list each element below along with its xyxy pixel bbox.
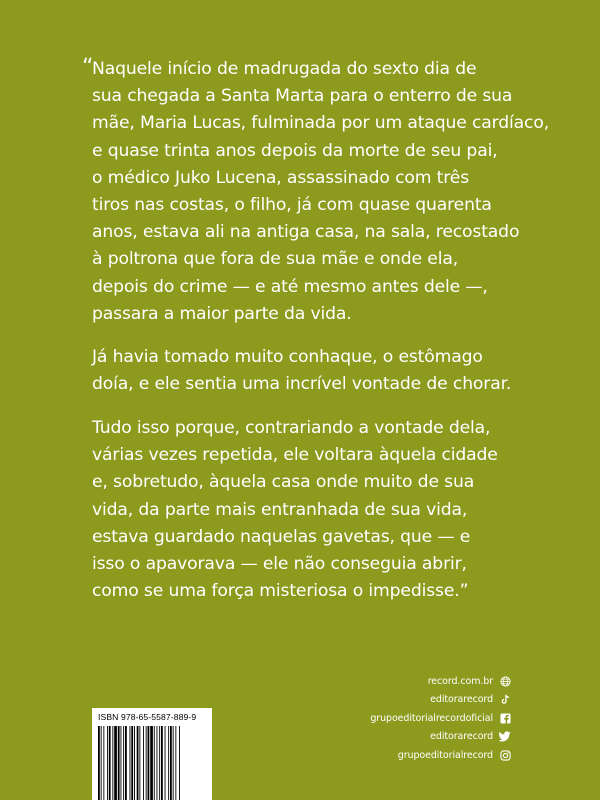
opening-quote-mark: “ <box>82 55 94 80</box>
social-label: record.com.br <box>427 675 493 687</box>
barcode-bar <box>161 726 163 800</box>
text-line: Tudo isso porque, contrariando a vontade dela, <box>92 418 491 438</box>
barcode-bar <box>118 726 120 800</box>
barcode-bar <box>148 726 150 800</box>
social-label: editorarecord <box>430 731 493 743</box>
text-line: e quase trinta anos depois da morte de seu pai, <box>92 140 498 161</box>
barcode-bar <box>130 726 131 800</box>
text-line: e, sobretudo, àquela casa onde muito de sua <box>92 472 475 493</box>
barcode-bar <box>109 726 111 800</box>
text-line: anos, estava ali na antiga casa, na sala, recostado <box>92 222 520 243</box>
barcode-bar <box>121 726 122 800</box>
barcode-bar <box>159 726 160 800</box>
social-instagram <box>271 746 511 765</box>
social-label: grupoeditorialrecordoficial <box>370 712 493 724</box>
paragraph-3 <box>92 415 532 605</box>
text-line: tiros nas costas, o filho, já com quase quarenta <box>92 195 492 216</box>
barcode-bar <box>101 726 102 800</box>
barcode-bar <box>131 726 133 800</box>
barcode-bar <box>114 726 117 800</box>
text-line: à poltrona que fora de sua mãe e onde ela, <box>92 249 459 270</box>
barcode-bar <box>98 726 100 800</box>
paragraph-2 <box>92 344 532 398</box>
barcode-bar <box>173 726 174 800</box>
barcode-bar <box>170 726 172 800</box>
barcode-bar <box>134 726 135 800</box>
twitter-icon <box>499 731 511 743</box>
social-facebook <box>271 709 511 728</box>
barcode-bar <box>107 726 108 800</box>
paragraph-1 <box>92 56 550 328</box>
barcode-bar <box>112 726 113 800</box>
barcode-bar <box>168 726 169 800</box>
text-line: Já havia tomado muito conhaque, o estômago <box>92 347 483 367</box>
social-label: grupoeditorialrecord <box>397 749 493 761</box>
globe-icon <box>499 675 511 687</box>
barcode-bar <box>179 726 180 800</box>
text-line: doía, e ele sentia uma incrível vontade de chorar. <box>92 374 512 395</box>
text-line: vida, da parte mais entranhada de sua vida, <box>92 499 468 520</box>
barcode-bar <box>137 726 139 800</box>
text-line: mãe, Maria Lucas, fulminada por um ataque cardíaco, <box>92 113 550 134</box>
text-line: estava guardado naquelas gavetas, que — e <box>92 526 471 547</box>
social-website <box>271 672 511 691</box>
text-line: sua chegada a Santa Marta para o enterro de sua <box>92 86 513 107</box>
barcode-bar <box>154 726 155 800</box>
text-line: depois do crime — e até mesmo antes dele —, <box>92 276 488 297</box>
text-line: Naquele início de madrugada do sexto dia de <box>92 59 477 79</box>
barcode-bar <box>175 726 176 800</box>
instagram-icon <box>499 749 511 761</box>
barcode-bar <box>123 726 124 800</box>
text-line: várias vezes repetida, ele voltara àquela cidade <box>92 445 498 466</box>
facebook-icon <box>499 712 511 724</box>
isbn-barcode <box>92 708 212 800</box>
barcode-bar <box>143 726 144 800</box>
barcode-bars <box>98 726 206 800</box>
barcode-bar <box>150 726 153 800</box>
tiktok-icon <box>499 694 511 706</box>
barcode-bar <box>125 726 127 800</box>
text-line: como se uma força misteriosa o impedisse.” <box>92 581 469 602</box>
social-twitter <box>271 728 511 747</box>
barcode-bar <box>139 726 140 800</box>
social-tiktok <box>271 691 511 710</box>
text-line: passara a maior parte da vida. <box>92 303 352 324</box>
barcode-bar <box>165 726 166 800</box>
social-links <box>271 672 511 765</box>
barcode-bar <box>103 726 104 800</box>
text-line: isso o apavorava — ele não conseguia abrir, <box>92 554 467 575</box>
barcode-bar <box>146 726 147 800</box>
barcode-bar <box>157 726 158 800</box>
text-line: o médico Juko Lucena, assassinado com três <box>92 167 470 188</box>
isbn-label: ISBN 978-65-5587-889-9 <box>98 712 197 722</box>
social-label: editorarecord <box>430 694 493 706</box>
